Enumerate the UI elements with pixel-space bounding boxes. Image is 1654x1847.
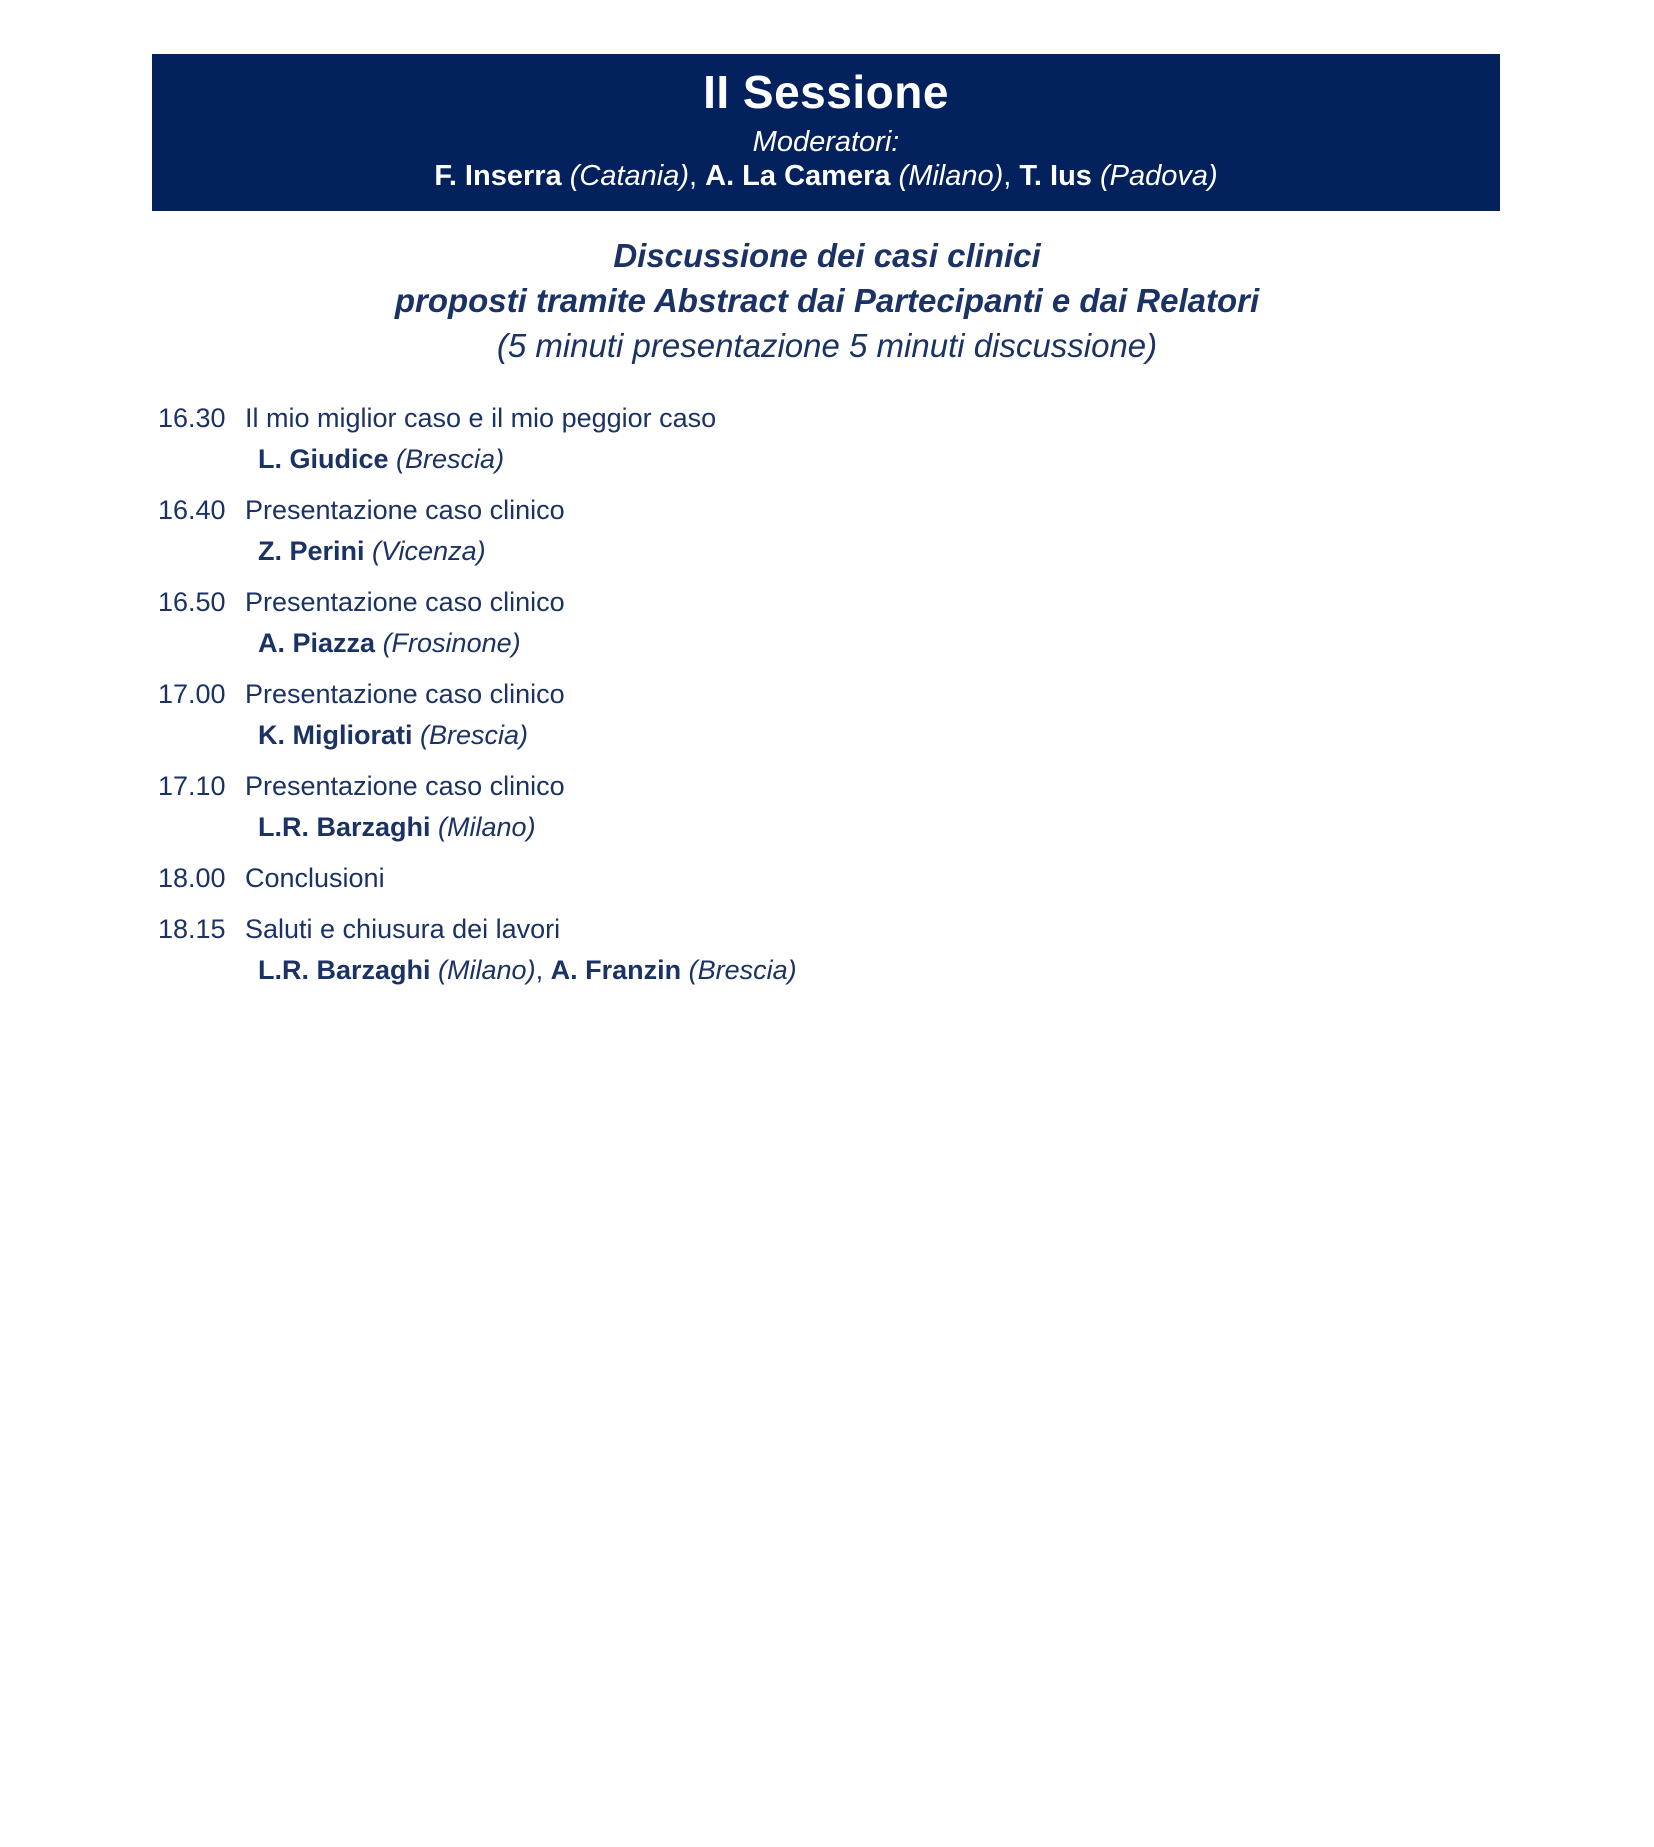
moderator-name: F. Inserra xyxy=(434,160,562,192)
schedule-item-main xyxy=(158,398,1574,439)
speaker-city: (Milano) xyxy=(438,812,536,842)
speaker-name: A. Piazza xyxy=(258,628,376,658)
schedule-item xyxy=(158,909,1574,991)
speaker-city: (Frosinone) xyxy=(382,628,521,658)
speaker-name: Z. Perini xyxy=(258,536,365,566)
subtitle-line-1: Discussione dei casi clinici xyxy=(613,237,1041,274)
schedule-item xyxy=(158,582,1574,664)
schedule-item-main xyxy=(158,766,1574,807)
schedule-item-speakers xyxy=(258,807,1574,848)
schedule-item-time: 17.10 xyxy=(158,771,226,801)
schedule-item-time: 17.00 xyxy=(158,679,226,709)
schedule-item xyxy=(158,858,1574,899)
schedule-item-time: 18.15 xyxy=(158,914,226,944)
moderator-city: (Padova) xyxy=(1100,160,1218,192)
moderator-city: (Milano) xyxy=(898,160,1004,192)
schedule-item xyxy=(158,398,1574,480)
schedule-item-speakers xyxy=(258,439,1574,480)
schedule-item-title: Presentazione caso clinico xyxy=(245,679,565,709)
schedule-item-speakers xyxy=(258,531,1574,572)
speaker-city: (Milano) xyxy=(438,955,536,985)
schedule-item-title: Presentazione caso clinico xyxy=(245,495,565,525)
speaker-city: (Brescia) xyxy=(396,444,505,474)
schedule-item-time: 18.00 xyxy=(158,863,226,893)
schedule-item-speakers xyxy=(258,715,1574,756)
schedule-item xyxy=(158,674,1574,756)
moderators-line xyxy=(152,159,1500,193)
schedule-item-title: Il mio miglior caso e il mio peggior caso xyxy=(245,403,717,433)
speaker-name: A. Franzin xyxy=(550,955,682,985)
schedule-item-title: Saluti e chiusura dei lavori xyxy=(245,914,561,944)
speaker-name: L. Giudice xyxy=(258,444,389,474)
speaker-city: (Brescia) xyxy=(688,955,797,985)
moderator-separator: , xyxy=(1003,160,1020,192)
subtitle-line-2: proposti tramite Abstract dai Partecipanti e dai Relatori xyxy=(394,282,1260,319)
schedule-item-main xyxy=(158,909,1574,950)
schedule-item-main xyxy=(158,490,1574,531)
moderators-label: Moderatori: xyxy=(752,126,900,158)
schedule-item xyxy=(158,490,1574,572)
moderator-name: T. Ius xyxy=(1019,160,1092,192)
schedule-item-main xyxy=(158,858,1574,899)
speaker-separator: , xyxy=(535,955,551,985)
speaker-city: (Vicenza) xyxy=(372,536,486,566)
schedule-item-speakers xyxy=(258,623,1574,664)
schedule-item-time: 16.40 xyxy=(158,495,226,525)
moderator-city: (Catania) xyxy=(569,160,689,192)
schedule-item-title: Conclusioni xyxy=(245,863,385,893)
speaker-name: L.R. Barzaghi xyxy=(258,955,431,985)
speaker-city: (Brescia) xyxy=(420,720,529,750)
moderator-name: A. La Camera xyxy=(705,160,891,192)
moderator-separator: , xyxy=(689,160,706,192)
schedule-item-main xyxy=(158,674,1574,715)
schedule-item-speakers xyxy=(258,950,1574,991)
schedule-list xyxy=(158,398,1574,991)
schedule-item-time: 16.30 xyxy=(158,403,226,433)
subtitle-note: (5 minuti presentazione 5 minuti discussione) xyxy=(496,327,1158,364)
session-subtitle xyxy=(0,233,1654,368)
session-banner xyxy=(152,54,1500,211)
speaker-name: K. Migliorati xyxy=(258,720,413,750)
session-title: II Sessione xyxy=(703,66,949,118)
schedule-item-main xyxy=(158,582,1574,623)
speaker-name: L.R. Barzaghi xyxy=(258,812,431,842)
schedule-item-title: Presentazione caso clinico xyxy=(245,771,565,801)
schedule-item-title: Presentazione caso clinico xyxy=(245,587,565,617)
schedule-item xyxy=(158,766,1574,848)
schedule-item-time: 16.50 xyxy=(158,587,226,617)
